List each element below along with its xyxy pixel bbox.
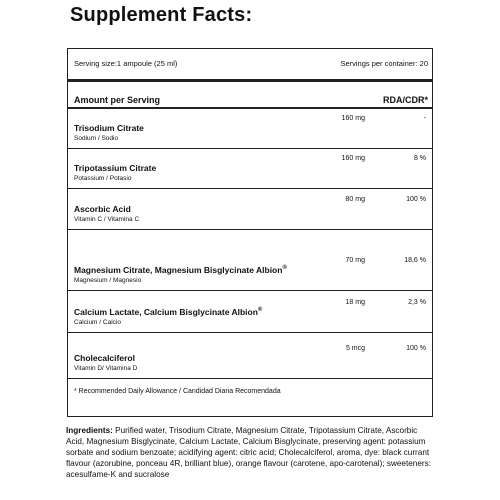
nutrient-name: Calcium Lactate, Calcium Bisglycinate Albion® bbox=[74, 307, 263, 317]
table-row bbox=[68, 190, 432, 230]
divider-thick bbox=[68, 79, 432, 82]
supplement-facts-panel bbox=[67, 48, 433, 417]
nutrient-name: Trisodium Citrate bbox=[74, 123, 144, 133]
nutrient-amount: 80 mg bbox=[345, 196, 365, 203]
nutrient-name: Cholecalciferol bbox=[74, 353, 135, 363]
nutrient-subname: Magnesium / Magnesio bbox=[74, 277, 142, 284]
serving-info bbox=[74, 59, 428, 68]
nutrient-name: Magnesium Citrate, Magnesium Bisglycinate Albion® bbox=[74, 265, 287, 275]
ingredients-list: Purified water, Trisodium Citrate, Magnesium Citrate, Tripotassium Citrate, Ascorbic Acid, Magnesium Bisglycinate, Calcium Lactate, Calcium Bisglycinate, preserving agent: potassium sorbate and sodium benzoate; acidifying agent: citric acid; Cholecalciferol, aroma, dye: black currant flavour (azorubine, ponceau 4R, brilliant blue), orange flavour (carotene, apo-carotenal); sweeteners: acesulfame-K and sucralose bbox=[66, 426, 432, 479]
serving-size: Serving size:1 ampoule (25 ml) bbox=[74, 59, 178, 68]
nutrient-amount: 160 mg bbox=[341, 115, 365, 122]
table-row bbox=[68, 109, 432, 149]
table-row bbox=[68, 251, 432, 291]
nutrient-subname: Potassium / Potasio bbox=[74, 175, 132, 182]
nutrient-name: Tripotassium Citrate bbox=[74, 163, 157, 173]
nutrient-rda: 100 % bbox=[406, 345, 426, 352]
table-header bbox=[74, 95, 428, 105]
nutrient-subname: Vitamin C / Vitamina C bbox=[74, 216, 140, 223]
nutrient-rda: 8 % bbox=[413, 155, 426, 162]
nutrient-subname: Vitamin D/ Vitamina D bbox=[74, 365, 138, 372]
table-row bbox=[68, 339, 432, 379]
nutrient-amount: 160 mg bbox=[341, 155, 365, 162]
nutrient-rda: 2,3 % bbox=[408, 299, 426, 306]
page-title: Supplement Facts: bbox=[70, 4, 253, 26]
rda-footnote: * Recommended Daily Allowance / Candidad Diaria Recomendada bbox=[74, 388, 281, 395]
servings-per-container: Servings per container: 20 bbox=[340, 59, 428, 68]
rda-header: RDA/CDR* bbox=[383, 95, 428, 105]
ingredients-text-block bbox=[66, 425, 436, 480]
nutrient-name: Ascorbic Acid bbox=[74, 204, 131, 214]
nutrient-rda: 100 % bbox=[406, 196, 426, 203]
nutrient-amount: 18 mg bbox=[345, 299, 365, 306]
nutrient-amount: 5 mcg bbox=[345, 345, 365, 352]
nutrient-amount: 70 mg bbox=[345, 257, 365, 264]
table-row bbox=[68, 293, 432, 333]
nutrient-rda: 18,6 % bbox=[404, 257, 426, 264]
table-row bbox=[68, 149, 432, 189]
ingredients-label: Ingredients: bbox=[66, 426, 113, 435]
nutrient-rda: - bbox=[423, 115, 426, 122]
nutrient-subname: Sodium / Sodio bbox=[74, 135, 119, 142]
amount-per-serving-header: Amount per Serving bbox=[74, 95, 161, 105]
nutrient-subname: Calcium / Calcio bbox=[74, 319, 121, 326]
